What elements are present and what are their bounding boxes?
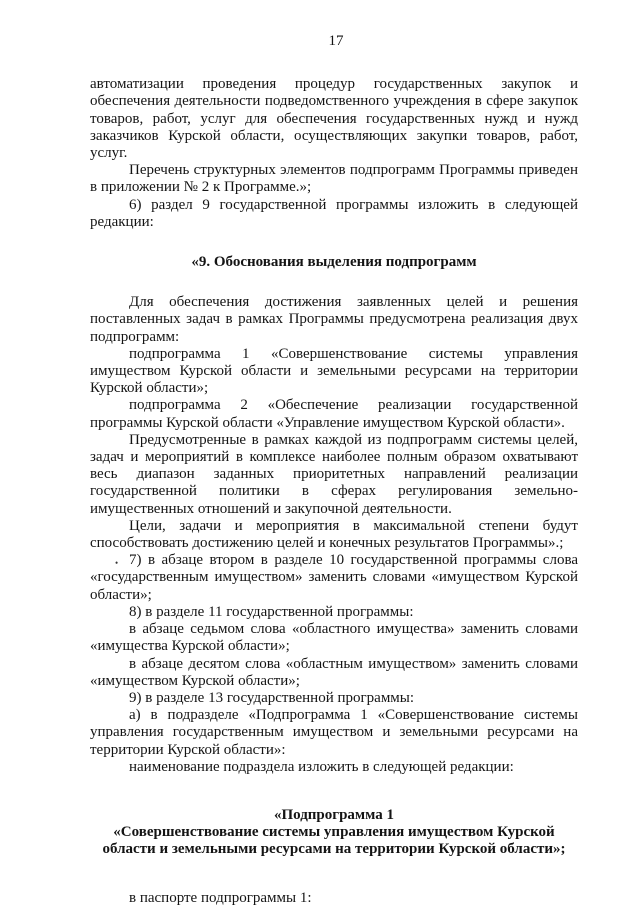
paragraph-list-reference: Перечень структурных элементов подпрограмм Программы приведен в приложении № 2 к Программе.»; [90,162,578,196]
paragraph-item-9: 9) в разделе 13 государственной программы: [129,689,415,706]
page-number: 17 [328,33,344,49]
paragraph-item-9a: а) в подразделе «Подпрограмма 1 «Совершенствование системы управления государственным имуществом и земельными ресурсами на территории Курской области»: [90,707,578,758]
paragraph-subprogram-2: подпрограмма 2 «Обеспечение реализации государственной программы Курской области «Управление имуществом Курской области». [90,397,578,431]
paragraph-item-8-seventh: в абзаце седьмом слова «областного имущества» заменить словами «имущества Курской области»; [90,621,578,655]
subprogram-heading-line-2: «Совершенствование системы управления имуществом Курской области и земельными ресурсами на территории Курской области»; [102,824,566,858]
paragraph-goals-results: Цели, задачи и мероприятия в максимальной степени будут способствовать достижению целей и конечных результатов Программы».; [90,517,578,552]
paragraph-item-8-tenth: в абзаце десятом слова «областным имуществом» заменить словами «имуществом Курской области»; [90,655,578,689]
paragraph-subprogram-1: подпрограмма 1 «Совершенствование системы управления имуществом Курской области и земельными ресурсами на территории Курской области»; [90,345,578,397]
paragraph-continuation: автоматизации проведения процедур государственных закупок и обеспечения деятельности подведомственного учреждения в сфере закупок товаров, работ, услуг для обеспечения государственных нужд и нужд заказчиков Курской области, осуществляющих закупки товаров, работ, услуг. [90,76,578,162]
paragraph-item-6: 6) раздел 9 государственной программы изложить в следующей редакции: [90,196,578,230]
paragraph-section9-intro: Для обеспечения достижения заявленных целей и решения поставленных задач в рамках Программы предусмотрена реализация двух подпрограмм: [90,294,578,345]
subprogram-heading-line-1: «Подпрограмма 1 [273,806,395,823]
section-9-heading: «9. Обоснования выделения подпрограмм [191,254,477,271]
paragraph-item-8: 8) в разделе 11 государственной программы: [129,603,414,620]
paragraph-item-7-text: 7) в абзаце втором в разделе 10 государственной программы слова «государственным имуществом» заменить словами «имуществом Курской области»; [90,552,578,603]
paragraph-goals-system: Предусмотренные в рамках каждой из подпрограмм системы целей, задач и мероприятий в комплексе наиболее полным образом охватывают весь диапазон заданных приоритетных направлений реализации государственной политики в сферах регулирования земельно-имущественных отношений и закупочной деятельности. [90,431,578,517]
paragraph-passport: в паспорте подпрограммы 1: [129,889,312,906]
paragraph-item-7 [90,552,578,604]
margin-mark: • [115,558,119,569]
paragraph-rename-subsection: наименование подраздела изложить в следующей редакции: [129,758,514,775]
